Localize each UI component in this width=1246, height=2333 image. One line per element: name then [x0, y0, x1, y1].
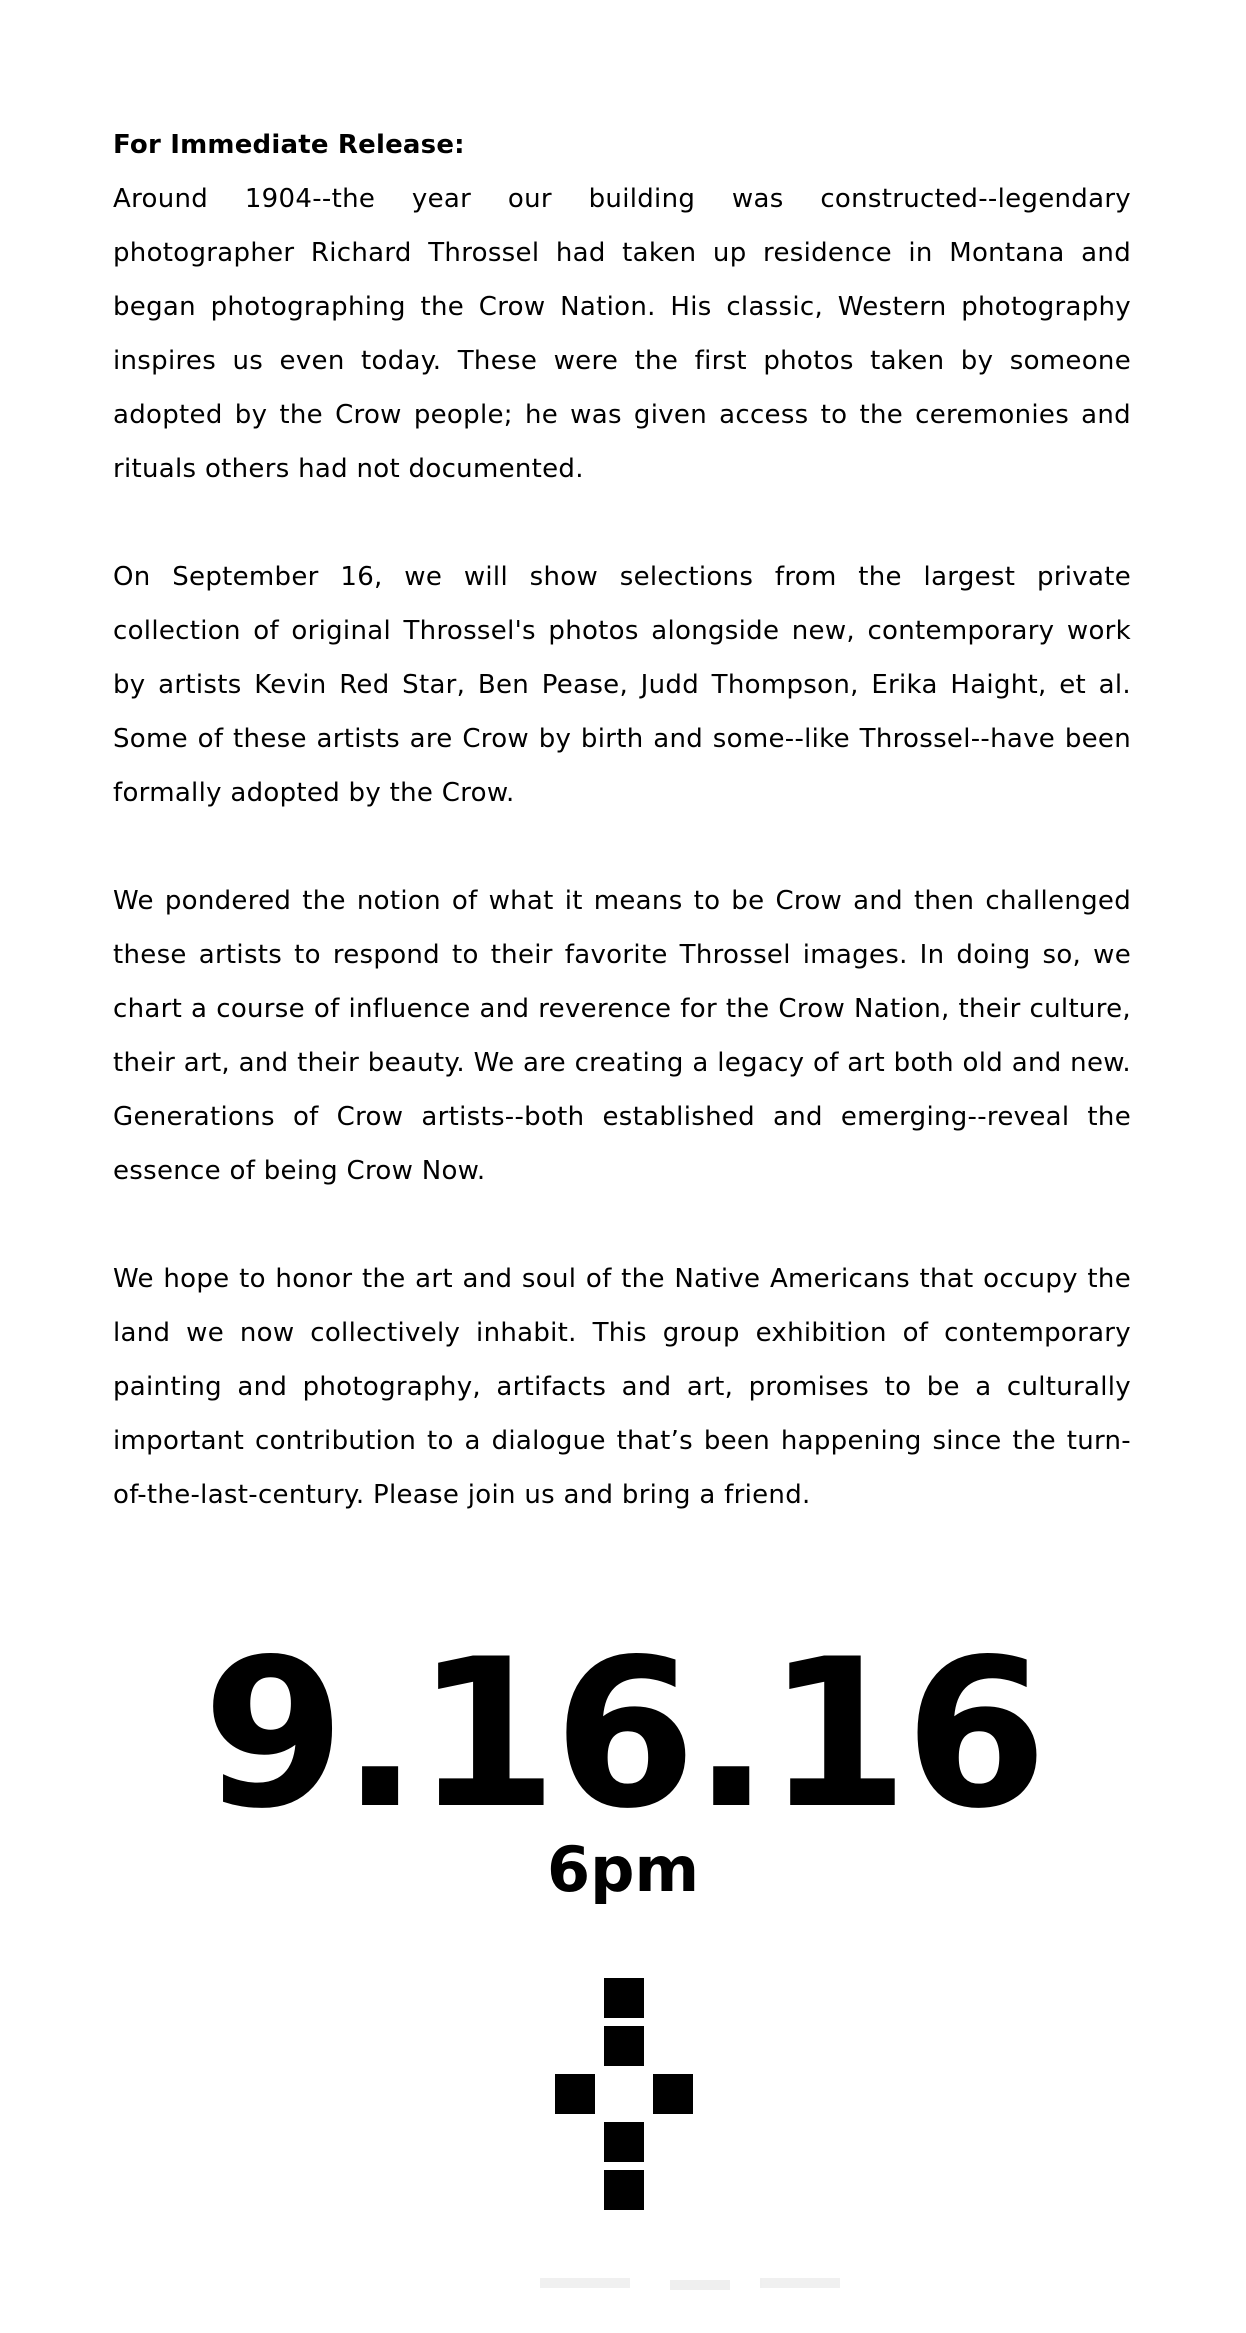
event-date: 9.16.16: [202, 1616, 1044, 1854]
pixel-square: [604, 2122, 644, 2162]
release-paragraph-4: We hope to honor the art and soul of the Native Americans that occupy the land we now collectively inhabit. This group exhibition of contemporary painting and photography, artifacts and art, promises to be a culturally important contribution to a dialogue that’s been happening since the turn-of-the-last-century. Please join us and bring a friend.: [113, 1264, 1131, 1510]
release-paragraph-2: On September 16, we will show selections from the largest private collection of original Throssel's photos alongside new, contemporary work by artists Kevin Red Star, Ben Pease, Judd Thompson, Erika Haight, et al. Some of these artists are Crow by birth and some--like Throssel--have been formally adopted by the Crow.: [113, 562, 1131, 808]
pixel-square: [555, 2074, 595, 2114]
press-release: [113, 118, 1131, 1576]
pixel-cross-icon: [555, 1978, 693, 2208]
pixel-square: [604, 1978, 644, 2018]
pixel-square: [653, 2074, 693, 2114]
event-time: 6pm: [546, 1833, 700, 1906]
pixel-square: [604, 2170, 644, 2210]
release-paragraph-1: Around 1904--the year our building was constructed--legendary photographer Richard Throssel had taken up residence in Montana and began photographing the Crow Nation. His classic, Western photography inspires us even today. These were the first photos taken by someone adopted by the Crow people; he was given access to the ceremonies and rituals others had not documented.: [113, 184, 1131, 484]
faded-decoration: [520, 2278, 850, 2292]
release-heading: For Immediate Release:: [113, 130, 465, 160]
release-paragraph-3: We pondered the notion of what it means to be Crow and then challenged these artists to respond to their favorite Throssel images. In doing so, we chart a course of influence and reverence for the Crow Nation, their culture, their art, and their beauty. We are creating a legacy of art both old and new. Generations of Crow artists--both established and emerging--reveal the essence of being Crow Now.: [113, 886, 1131, 1186]
pixel-square: [604, 2026, 644, 2066]
